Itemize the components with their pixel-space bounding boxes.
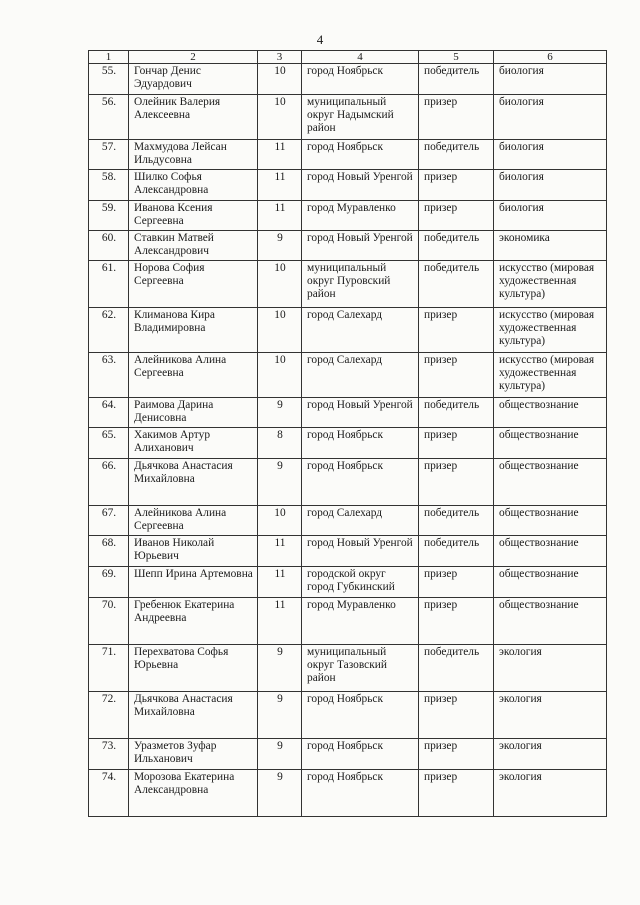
territory-cell: город Ноябрьск [302,770,419,817]
territory-cell: город Новый Уренгой [302,231,419,261]
participant-name: Гребенюк Екатерина Андреевна [129,598,258,645]
grade-cell: 9 [258,645,302,692]
participant-name: Шепп Ирина Артемовна [129,567,258,598]
grade-cell: 9 [258,692,302,739]
subject-cell: обществознание [494,536,607,567]
table-row [89,353,607,398]
territory-cell: город Ноябрьск [302,739,419,770]
subject-cell: обществознание [494,506,607,536]
status-cell: победитель [419,398,494,428]
grade-cell: 10 [258,95,302,140]
territory-cell: город Муравленко [302,598,419,645]
territory-cell: город Салехард [302,506,419,536]
participant-name: Шилко Софья Александровна [129,170,258,201]
subject-cell: биология [494,64,607,95]
participant-name: Перехватова Софья Юрьевна [129,645,258,692]
row-number: 65. [89,428,129,459]
grade-cell: 10 [258,308,302,353]
row-number: 63. [89,353,129,398]
grade-cell: 9 [258,770,302,817]
grade-cell: 9 [258,739,302,770]
subject-cell: экология [494,692,607,739]
territory-cell: город Ноябрьск [302,692,419,739]
participant-name: Олейник Валерия Алексеевна [129,95,258,140]
subject-cell: биология [494,170,607,201]
participant-name: Норова София Сергеевна [129,261,258,308]
row-number: 56. [89,95,129,140]
participant-name: Морозова Екатерина Александровна [129,770,258,817]
status-cell: призер [419,201,494,231]
table-row [89,692,607,739]
status-cell: победитель [419,64,494,95]
subject-cell: экология [494,739,607,770]
grade-cell: 9 [258,459,302,506]
row-number: 62. [89,308,129,353]
participant-name: Гончар Денис Эдуардович [129,64,258,95]
table-row [89,95,607,140]
row-number: 67. [89,506,129,536]
header-cell: 1 [89,51,129,64]
territory-cell: город Новый Уренгой [302,170,419,201]
territory-cell: город Ноябрьск [302,64,419,95]
subject-cell: биология [494,95,607,140]
row-number: 73. [89,739,129,770]
subject-cell: обществознание [494,428,607,459]
grade-cell: 11 [258,598,302,645]
subject-cell: экология [494,770,607,817]
page-number: 4 [316,32,324,47]
table-row [89,770,607,817]
table-header-row [89,51,607,64]
status-cell: призер [419,95,494,140]
table-row [89,536,607,567]
territory-cell: городской округ город Губкинский [302,567,419,598]
status-cell: призер [419,170,494,201]
participant-name: Раимова Дарина Денисовна [129,398,258,428]
participant-name: Уразметов Зуфар Ильханович [129,739,258,770]
participant-name: Иванова Ксения Сергеевна [129,201,258,231]
status-cell: призер [419,598,494,645]
territory-cell: город Новый Уренгой [302,536,419,567]
status-cell: призер [419,692,494,739]
status-cell: победитель [419,140,494,170]
grade-cell: 8 [258,428,302,459]
row-number: 58. [89,170,129,201]
grade-cell: 10 [258,261,302,308]
row-number: 71. [89,645,129,692]
table-row [89,739,607,770]
row-number: 68. [89,536,129,567]
row-number: 66. [89,459,129,506]
territory-cell: город Муравленко [302,201,419,231]
territory-cell: город Новый Уренгой [302,398,419,428]
header-cell: 4 [302,51,419,64]
table-row [89,170,607,201]
territory-cell: город Салехард [302,353,419,398]
table-row [89,64,607,95]
participant-name: Махмудова Лейсан Ильдусовна [129,140,258,170]
table-row [89,261,607,308]
grade-cell: 11 [258,140,302,170]
row-number: 60. [89,231,129,261]
table-row [89,506,607,536]
row-number: 64. [89,398,129,428]
subject-cell: экономика [494,231,607,261]
row-number: 72. [89,692,129,739]
header-cell: 6 [494,51,607,64]
status-cell: призер [419,308,494,353]
territory-cell: муниципальный округ Надымский район [302,95,419,140]
table-row [89,598,607,645]
row-number: 59. [89,201,129,231]
table-row [89,567,607,598]
row-number: 57. [89,140,129,170]
territory-cell: муниципальный округ Тазовский район [302,645,419,692]
grade-cell: 11 [258,201,302,231]
table-row [89,459,607,506]
grade-cell: 10 [258,353,302,398]
row-number: 74. [89,770,129,817]
row-number: 61. [89,261,129,308]
grade-cell: 11 [258,170,302,201]
grade-cell: 11 [258,536,302,567]
table-row [89,308,607,353]
subject-cell: обществознание [494,567,607,598]
status-cell: победитель [419,231,494,261]
table-row [89,398,607,428]
subject-cell: обществознание [494,459,607,506]
header-cell: 3 [258,51,302,64]
table-row [89,645,607,692]
territory-cell: муниципальный округ Пуровский район [302,261,419,308]
status-cell: призер [419,353,494,398]
status-cell: победитель [419,536,494,567]
header-cell: 2 [129,51,258,64]
table-row [89,231,607,261]
grade-cell: 10 [258,64,302,95]
subject-cell: биология [494,201,607,231]
grade-cell: 9 [258,398,302,428]
participant-name: Алейникова Алина Сергеевна [129,353,258,398]
subject-cell: обществознание [494,598,607,645]
row-number: 55. [89,64,129,95]
territory-cell: город Ноябрьск [302,459,419,506]
row-number: 70. [89,598,129,645]
table-row [89,140,607,170]
subject-cell: искусство (мировая художественная культура) [494,353,607,398]
subject-cell: обществознание [494,398,607,428]
participant-name: Ставкин Матвей Александрович [129,231,258,261]
territory-cell: город Ноябрьск [302,140,419,170]
subject-cell: экология [494,645,607,692]
grade-cell: 9 [258,231,302,261]
table-row [89,201,607,231]
table-row [89,428,607,459]
status-cell: победитель [419,645,494,692]
header-cell: 5 [419,51,494,64]
participant-name: Алейникова Алина Сергеевна [129,506,258,536]
status-cell: призер [419,428,494,459]
grade-cell: 11 [258,567,302,598]
subject-cell: искусство (мировая художественная культура) [494,308,607,353]
participant-name: Климанова Кира Владимировна [129,308,258,353]
territory-cell: город Салехард [302,308,419,353]
participant-name: Иванов Николай Юрьевич [129,536,258,567]
results-table [88,50,607,817]
status-cell: призер [419,459,494,506]
row-number: 69. [89,567,129,598]
participant-name: Дьячкова Анастасия Михайловна [129,692,258,739]
status-cell: призер [419,770,494,817]
participant-name: Дьячкова Анастасия Михайловна [129,459,258,506]
status-cell: победитель [419,261,494,308]
subject-cell: биология [494,140,607,170]
status-cell: призер [419,739,494,770]
status-cell: победитель [419,506,494,536]
grade-cell: 10 [258,506,302,536]
subject-cell: искусство (мировая художественная культура) [494,261,607,308]
participant-name: Хакимов Артур Алиханович [129,428,258,459]
territory-cell: город Ноябрьск [302,428,419,459]
status-cell: призер [419,567,494,598]
